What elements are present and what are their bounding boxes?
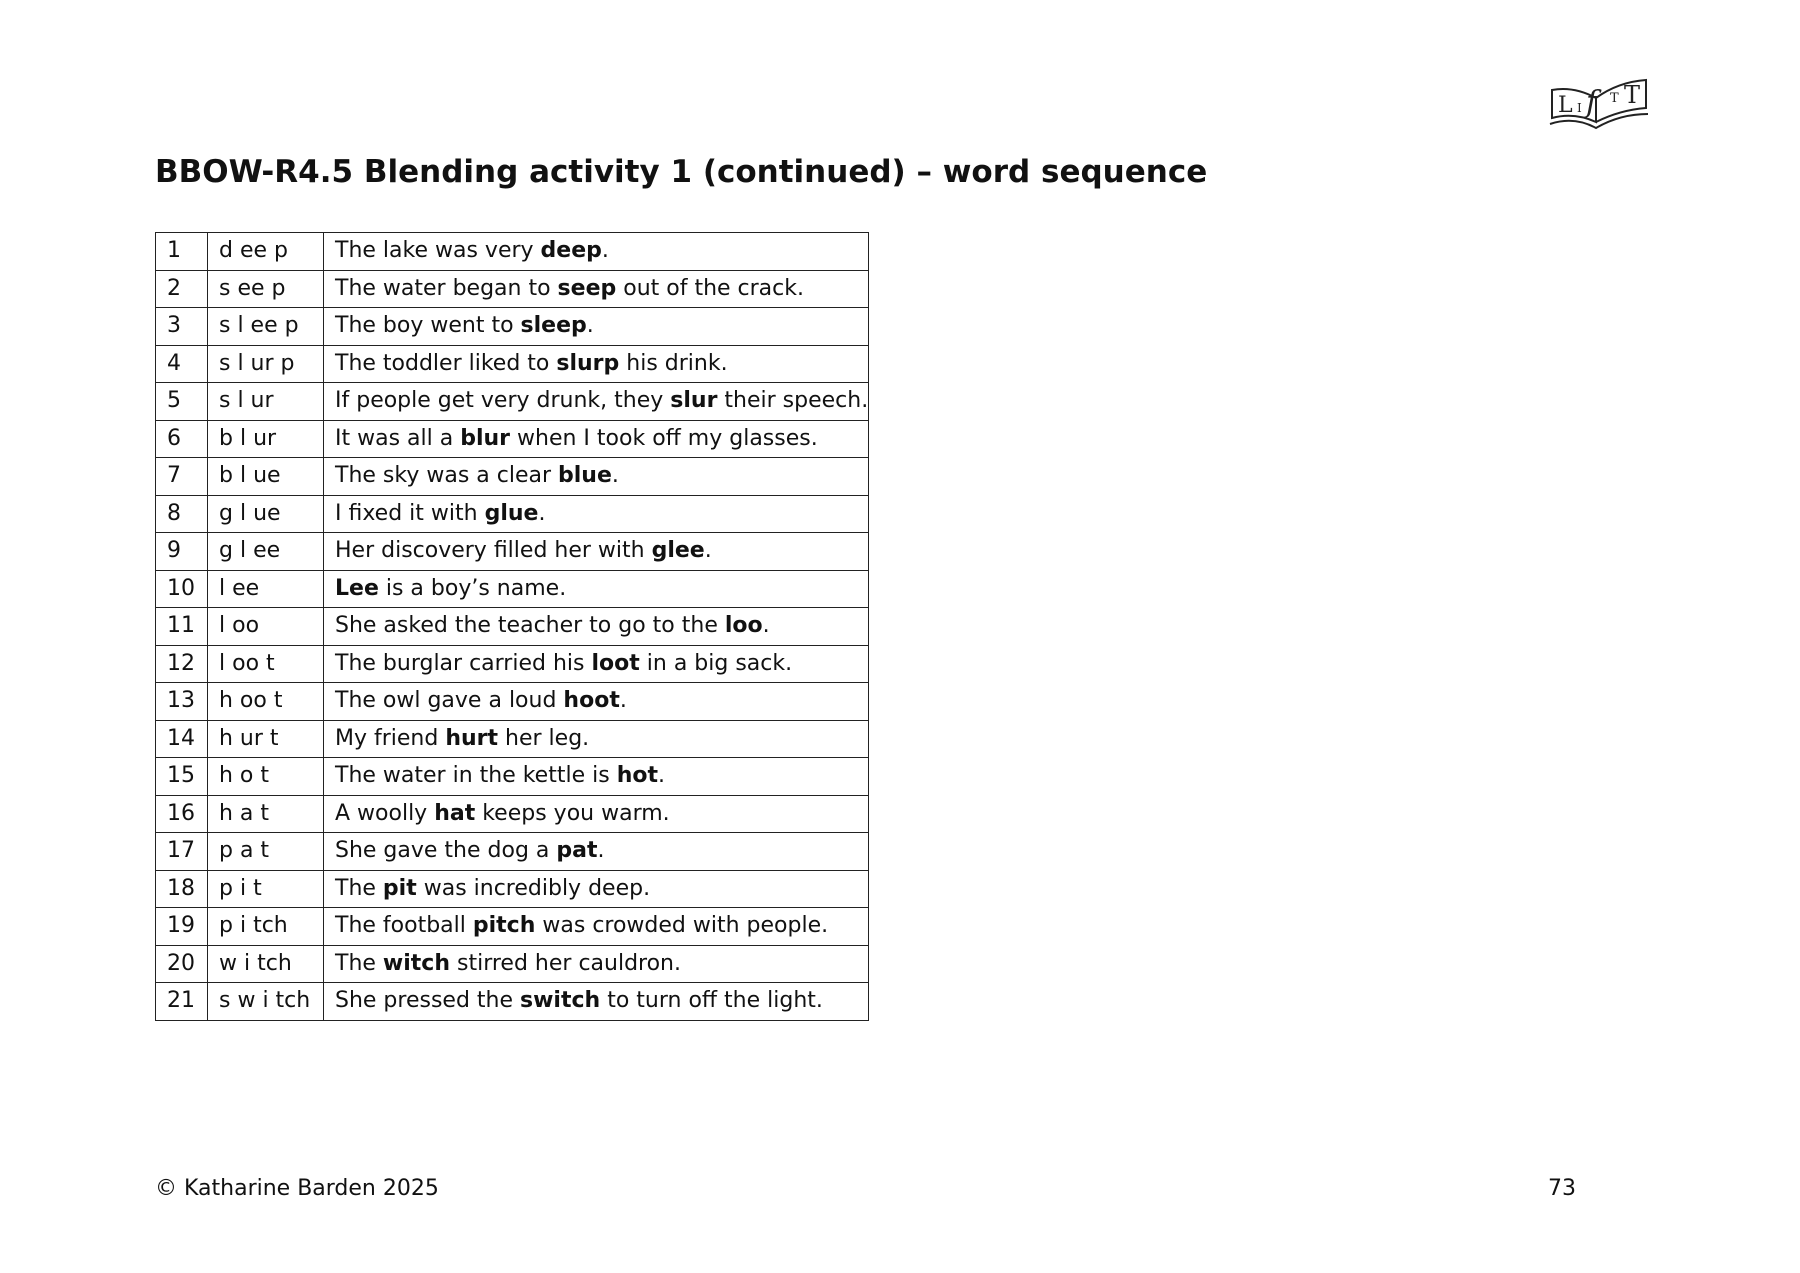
- table-row: [156, 945, 869, 983]
- table-row: [156, 420, 869, 458]
- phoneme-segments: g l ee: [208, 533, 324, 571]
- table-row: [156, 345, 869, 383]
- phoneme-segments: l oo t: [208, 645, 324, 683]
- phoneme-segments: b l ue: [208, 458, 324, 496]
- target-word: switch: [520, 988, 601, 1014]
- table-row: [156, 833, 869, 871]
- target-word: loo: [724, 613, 763, 639]
- svg-text:I: I: [1577, 101, 1582, 115]
- row-number: 5: [156, 383, 208, 421]
- sentence-start: It was all a: [335, 425, 461, 451]
- sentence-start: The lake was very: [335, 238, 541, 264]
- table-row: [156, 983, 869, 1021]
- row-number: 21: [156, 983, 208, 1021]
- table-row: [156, 308, 869, 346]
- target-word: hurt: [445, 725, 499, 751]
- phoneme-segments: h o t: [208, 758, 324, 796]
- target-word: glue: [484, 500, 539, 526]
- target-word: seep: [557, 275, 617, 301]
- lifft-logo: [1548, 76, 1652, 136]
- row-number: 13: [156, 683, 208, 721]
- example-sentence: [324, 833, 869, 871]
- sentence-start: The owl gave a loud: [335, 688, 564, 714]
- table-row: [156, 270, 869, 308]
- example-sentence: [324, 383, 869, 421]
- target-word: hoot: [563, 688, 620, 714]
- phoneme-segments: p i t: [208, 870, 324, 908]
- sentence-start: I fixed it with: [335, 500, 485, 526]
- sentence-start: If people get very drunk, they: [335, 388, 671, 414]
- sentence-end: keeps you warm.: [475, 800, 670, 826]
- example-sentence: [324, 233, 869, 271]
- sentence-end: .: [611, 463, 619, 489]
- table-row: [156, 383, 869, 421]
- row-number: 11: [156, 608, 208, 646]
- svg-text:L: L: [1558, 93, 1573, 118]
- example-sentence: [324, 495, 869, 533]
- row-number: 16: [156, 795, 208, 833]
- target-word: pitch: [472, 913, 536, 939]
- target-word: hot: [616, 763, 658, 789]
- target-word: witch: [382, 950, 451, 976]
- phoneme-segments: s l ur p: [208, 345, 324, 383]
- example-sentence: [324, 270, 869, 308]
- sentence-start: The sky was a clear: [335, 463, 559, 489]
- target-word: pit: [382, 875, 417, 901]
- sentence-end: their speech.: [717, 388, 869, 414]
- target-word: glee: [651, 538, 705, 564]
- sentence-end: .: [762, 613, 770, 639]
- example-sentence: [324, 683, 869, 721]
- sentence-end: in a big sack.: [639, 650, 793, 676]
- sentence-end: .: [586, 313, 594, 339]
- phoneme-segments: l ee: [208, 570, 324, 608]
- sentence-end: stirred her cauldron.: [450, 950, 681, 976]
- svg-text:T: T: [1624, 81, 1641, 109]
- sentence-start: The football: [335, 913, 473, 939]
- phoneme-segments: p i tch: [208, 908, 324, 946]
- example-sentence: [324, 758, 869, 796]
- row-number: 12: [156, 645, 208, 683]
- sentence-start: She gave the dog a: [335, 838, 557, 864]
- sentence-start: The burglar carried his: [335, 650, 592, 676]
- phoneme-segments: s l ur: [208, 383, 324, 421]
- target-word: Lee: [335, 575, 379, 601]
- target-word: loot: [591, 650, 640, 676]
- table-row: [156, 795, 869, 833]
- phoneme-segments: s w i tch: [208, 983, 324, 1021]
- example-sentence: [324, 308, 869, 346]
- word-sequence-table: [155, 232, 869, 1021]
- sentence-start: The water in the kettle is: [335, 763, 617, 789]
- example-sentence: [324, 720, 869, 758]
- row-number: 4: [156, 345, 208, 383]
- table-row: [156, 495, 869, 533]
- phoneme-segments: h a t: [208, 795, 324, 833]
- example-sentence: [324, 870, 869, 908]
- example-sentence: [324, 795, 869, 833]
- row-number: 8: [156, 495, 208, 533]
- phoneme-segments: h oo t: [208, 683, 324, 721]
- row-number: 1: [156, 233, 208, 271]
- target-word: blur: [460, 425, 511, 451]
- row-number: 17: [156, 833, 208, 871]
- page-title: BBOW-R4.5 Blending activity 1 (continued) – word sequence: [155, 154, 1208, 190]
- row-number: 14: [156, 720, 208, 758]
- example-sentence: [324, 945, 869, 983]
- sentence-end: out of the crack.: [616, 275, 804, 301]
- sentence-end: .: [704, 538, 712, 564]
- sentence-end: was crowded with people.: [535, 913, 829, 939]
- sentence-start: The: [335, 875, 383, 901]
- table-row: [156, 608, 869, 646]
- sentence-start: The: [335, 950, 383, 976]
- open-book-logo-icon: [1548, 76, 1652, 136]
- sentence-start: The toddler liked to: [335, 350, 557, 376]
- example-sentence: [324, 345, 869, 383]
- phoneme-segments: l oo: [208, 608, 324, 646]
- sentence-end: .: [597, 838, 605, 864]
- table-row: [156, 870, 869, 908]
- svg-text:f: f: [1586, 85, 1598, 120]
- table-row: [156, 570, 869, 608]
- target-word: blue: [558, 463, 612, 489]
- example-sentence: [324, 908, 869, 946]
- row-number: 3: [156, 308, 208, 346]
- example-sentence: [324, 570, 869, 608]
- target-word: pat: [556, 838, 598, 864]
- phoneme-segments: g l ue: [208, 495, 324, 533]
- table-row: [156, 645, 869, 683]
- sentence-end: .: [619, 688, 627, 714]
- row-number: 7: [156, 458, 208, 496]
- sentence-start: My friend: [335, 725, 446, 751]
- phoneme-segments: s l ee p: [208, 308, 324, 346]
- example-sentence: [324, 458, 869, 496]
- page-number: 73: [1548, 1176, 1576, 1201]
- sentence-end: .: [657, 763, 665, 789]
- sentence-start: She asked the teacher to go to the: [335, 613, 725, 639]
- sentence-start: The boy went to: [335, 313, 521, 339]
- copyright-notice: © Katharine Barden 2025: [155, 1176, 439, 1201]
- phoneme-segments: b l ur: [208, 420, 324, 458]
- example-sentence: [324, 983, 869, 1021]
- sentence-start: Her discovery filled her with: [335, 538, 652, 564]
- table-row: [156, 233, 869, 271]
- sentence-end: .: [601, 238, 609, 264]
- row-number: 20: [156, 945, 208, 983]
- target-word: slurp: [556, 350, 620, 376]
- target-word: slur: [670, 388, 718, 414]
- row-number: 19: [156, 908, 208, 946]
- sentence-end: .: [538, 500, 546, 526]
- table-row: [156, 908, 869, 946]
- row-number: 6: [156, 420, 208, 458]
- example-sentence: [324, 533, 869, 571]
- target-word: sleep: [520, 313, 587, 339]
- phoneme-segments: h ur t: [208, 720, 324, 758]
- sentence-end: is a boy’s name.: [378, 575, 567, 601]
- sentence-end: to turn off the light.: [600, 988, 823, 1014]
- phoneme-segments: w i tch: [208, 945, 324, 983]
- row-number: 18: [156, 870, 208, 908]
- sentence-start: A woolly: [335, 800, 435, 826]
- table-row: [156, 720, 869, 758]
- sentence-end: her leg.: [498, 725, 590, 751]
- phoneme-segments: s ee p: [208, 270, 324, 308]
- sentence-end: his drink.: [619, 350, 728, 376]
- target-word: hat: [434, 800, 476, 826]
- sentence-start: The water began to: [335, 275, 558, 301]
- table-row: [156, 683, 869, 721]
- row-number: 2: [156, 270, 208, 308]
- table-row: [156, 758, 869, 796]
- row-number: 10: [156, 570, 208, 608]
- example-sentence: [324, 645, 869, 683]
- sentence-end: was incredibly deep.: [416, 875, 651, 901]
- table-row: [156, 458, 869, 496]
- row-number: 9: [156, 533, 208, 571]
- row-number: 15: [156, 758, 208, 796]
- example-sentence: [324, 608, 869, 646]
- example-sentence: [324, 420, 869, 458]
- table-row: [156, 533, 869, 571]
- phoneme-segments: d ee p: [208, 233, 324, 271]
- svg-text:T: T: [1610, 91, 1619, 106]
- target-word: deep: [540, 238, 602, 264]
- phoneme-segments: p a t: [208, 833, 324, 871]
- sentence-end: when I took off my glasses.: [510, 425, 818, 451]
- sentence-start: She pressed the: [335, 988, 521, 1014]
